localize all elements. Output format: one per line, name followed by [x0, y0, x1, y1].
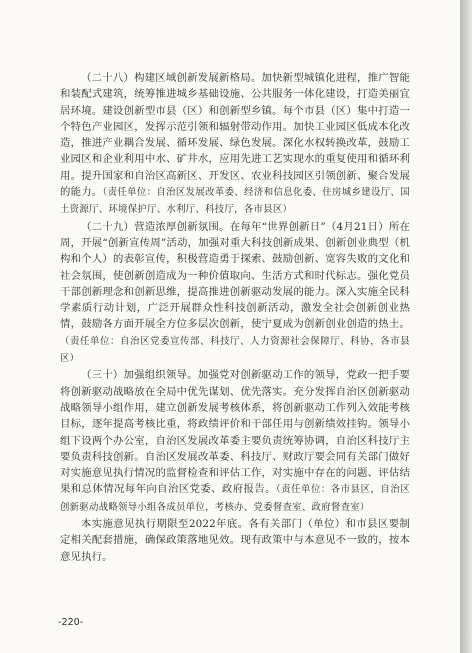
paragraph-30-responsibility-note: （责任单位：各市县区，自治区创新驱动战略领导小组各成员单位，考核办、党委督查室、政府督查室） — [60, 484, 410, 513]
paragraph-29-responsibility-note: （责任单位：自治区党委宣传部、科技厅、人力资源社会保障厅、科协，各市县区） — [60, 335, 410, 365]
page-number: -220- — [58, 617, 84, 628]
paragraph-28-responsibility-note: （责任单位：自治区发展改革委、经济和信息化委、住房城乡建设厅、国土资源厅、环境保护厅、水利厅、科技厅，各市县区） — [60, 187, 410, 216]
paragraph-29-heading: （二十九）营造浓厚创新氛围。 — [81, 220, 230, 233]
paragraph-29-body: 在每年“世界创新日”（4月21日）所在周，开展“创新宣传周”活动，加强对重大科技创新成果、创新创业典型（机构和个人）的表彰宣传，积极营造勇于探索、鼓励创新、宽容失败的文化和社会氛围，使创新创造成为一种价值取向、生活方式和时代标志。强化党员干部创新理念和创新思维，提高推进创新驱动发展的能力。深入实施全民科学素质行动计划，广泛开展群众性科技创新活动，激发全社会创新创业热情，鼓励各方面开展全方位多层次创新，使宁夏成为创新创业创造的热土。 — [60, 220, 410, 331]
paragraph-30-body: 加强党对创新驱动工作的领导，党政一把手要将创新驱动战略放在全局中优先谋划、优先落实。充分发挥自治区创新驱动战略领导小组作用，建立创新发展考核体系，将创新驱动工作列入效能考核目标，逐年提高考核比重，将政绩评价和干部任用与创新绩效挂钩。领导小组下设两个办公室，自治区发展改革委主要负责统筹协调，自治区科技厅主要负责科技创新。自治区发展改革委、科技厅、财政厅要会同有关部门做好对实施意见执行情况的监督检查和评估工作，对实施中存在的问题、评估结果和总体情况每年向自治区党委、政府报告。 — [60, 369, 410, 496]
closing-paragraph-body: 本实施意见执行期限至2022年底。各有关部门（单位）和市县区要制定相关配套措施，确保政策落地见效。现有政策中与本意见不一致的，按本意见执行。 — [60, 518, 410, 563]
book-edge — [460, 0, 472, 653]
paragraph-28-body: 加快新型城镇化进程，推广智能和装配式建筑，统筹推进城乡基础设施、公共服务一体化建设，打造美丽宜居环境。建设创新型市县（区）和创新型乡镇。每个市县（区）集中打造一个特色产业园区，发挥示范引领和辐射带动作用。加快工业园区低成本化改造，推进产业耦合发展、循环发展、绿色发展。深化水权转换改革，鼓励工业园区和企业利用中水、矿井水，应用先进工艺实现水的重复使用和循环利用。提升国家和自治区高新区、开发区、农业科技园区引领创新、聚合发展的能力。 — [60, 72, 410, 199]
paragraph-30-heading: （三十）加强组织领导。 — [81, 369, 198, 382]
paragraph-28-heading: （二十八）构建区域创新发展新格局。 — [81, 72, 262, 84]
page-body — [60, 70, 410, 565]
closing-paragraph — [60, 516, 410, 565]
paragraph-29 — [60, 219, 410, 368]
paragraph-30 — [60, 367, 410, 516]
paragraph-28 — [60, 70, 410, 219]
